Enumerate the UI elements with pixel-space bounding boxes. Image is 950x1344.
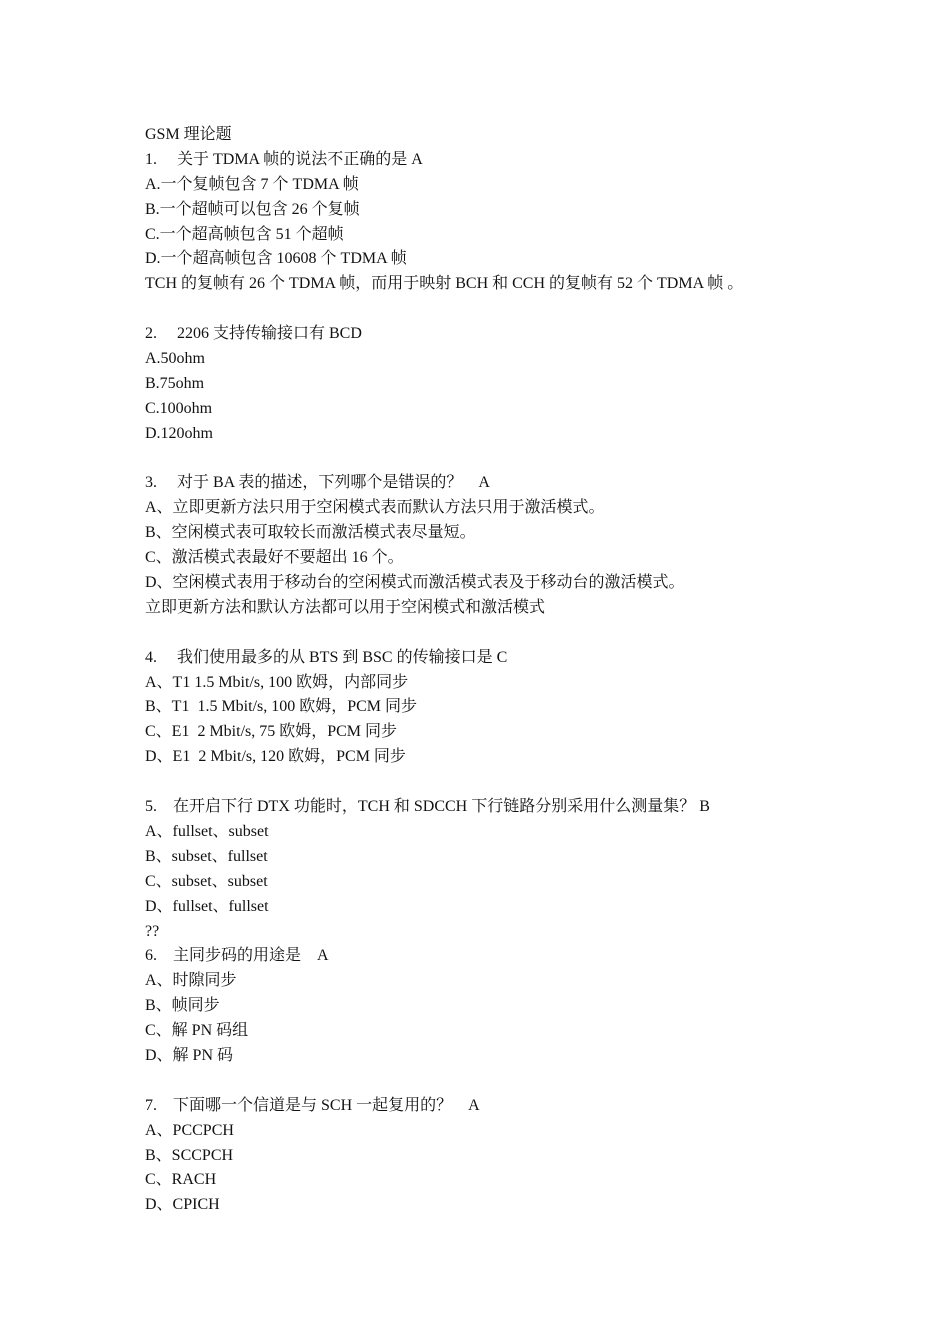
option-c: C、E1 2 Mbit/s, 75 欧姆，PCM 同步: [145, 723, 398, 741]
document-page: [145, 123, 905, 1218]
option-c: C、subset、subset: [145, 872, 268, 890]
question-note: TCH 的复帧有 26 个 TDMA 帧，而用于映射 BCH 和 CCH 的复帧有 52 个 TDMA 帧 。: [145, 275, 744, 293]
question-7: [145, 1094, 905, 1218]
option-a: A、PCCPCH: [145, 1121, 234, 1139]
question-stem: 4. 我们使用最多的从 BTS 到 BSC 的传输接口是 C: [145, 648, 508, 666]
option-d: D.120ohm: [145, 424, 213, 442]
question-6: [145, 944, 905, 1068]
option-b: B.一个超帧可以包含 26 个复帧: [145, 200, 360, 218]
option-d: D、空闲模式表用于移动台的空闲模式而激活模式表及于移动台的激活模式。: [145, 574, 685, 592]
option-d: D.一个超高帧包含 10608 个 TDMA 帧: [145, 250, 407, 268]
option-c: C、RACH: [145, 1171, 217, 1189]
option-c: C、解 PN 码组: [145, 1022, 249, 1040]
question-stem: 7. 下面哪一个信道是与 SCH 一起复用的？ A: [145, 1096, 480, 1114]
question-1: [145, 148, 905, 297]
option-b: B、T1 1.5 Mbit/s, 100 欧姆，PCM 同步: [145, 698, 418, 716]
question-stem: 1. 关于 TDMA 帧的说法不正确的是 A: [145, 150, 423, 168]
spacer: [145, 621, 905, 646]
option-a: A、T1 1.5 Mbit/s, 100 欧姆，内部同步: [145, 673, 409, 691]
question-3: [145, 471, 905, 620]
option-b: B、subset、fullset: [145, 847, 268, 865]
question-trailer: ??: [145, 922, 160, 940]
question-stem: 6. 主同步码的用途是 A: [145, 947, 329, 965]
question-stem: 2. 2206 支持传输接口有 BCD: [145, 325, 362, 343]
option-c: C、激活模式表最好不要超出 16 个。: [145, 549, 404, 567]
option-a: A、立即更新方法只用于空闲模式表而默认方法只用于激活模式。: [145, 499, 605, 517]
option-d: D、fullset、fullset: [145, 897, 269, 915]
option-c: C.一个超高帧包含 51 个超帧: [145, 225, 344, 243]
question-2: [145, 322, 905, 446]
option-b: B、帧同步: [145, 997, 220, 1015]
option-a: A.50ohm: [145, 350, 205, 368]
option-a: A、时隙同步: [145, 972, 237, 990]
option-b: B.75ohm: [145, 374, 205, 392]
option-b: B、空闲模式表可取较长而激活模式表尽量短。: [145, 524, 476, 542]
option-c: C.100ohm: [145, 399, 213, 417]
option-d: D、解 PN 码: [145, 1046, 234, 1064]
option-d: D、E1 2 Mbit/s, 120 欧姆，PCM 同步: [145, 748, 406, 766]
question-stem: 3. 对于 BA 表的描述，下列哪个是错误的？ A: [145, 474, 490, 492]
option-b: B、SCCPCH: [145, 1146, 234, 1164]
question-5: [145, 795, 905, 944]
option-a: A.一个复帧包含 7 个 TDMA 帧: [145, 175, 359, 193]
spacer: [145, 1069, 905, 1094]
option-d: D、CPICH: [145, 1196, 220, 1214]
question-4: [145, 646, 905, 770]
document-title: GSM 理论题: [145, 126, 232, 143]
spacer: [145, 297, 905, 322]
question-note: 立即更新方法和默认方法都可以用于空闲模式和激活模式: [145, 598, 546, 616]
question-stem: 5. 在开启下行 DTX 功能时，TCH 和 SDCCH 下行链路分别采用什么测量集？ B: [145, 798, 710, 816]
spacer: [145, 447, 905, 472]
spacer: [145, 770, 905, 795]
option-a: A、fullset、subset: [145, 822, 269, 840]
